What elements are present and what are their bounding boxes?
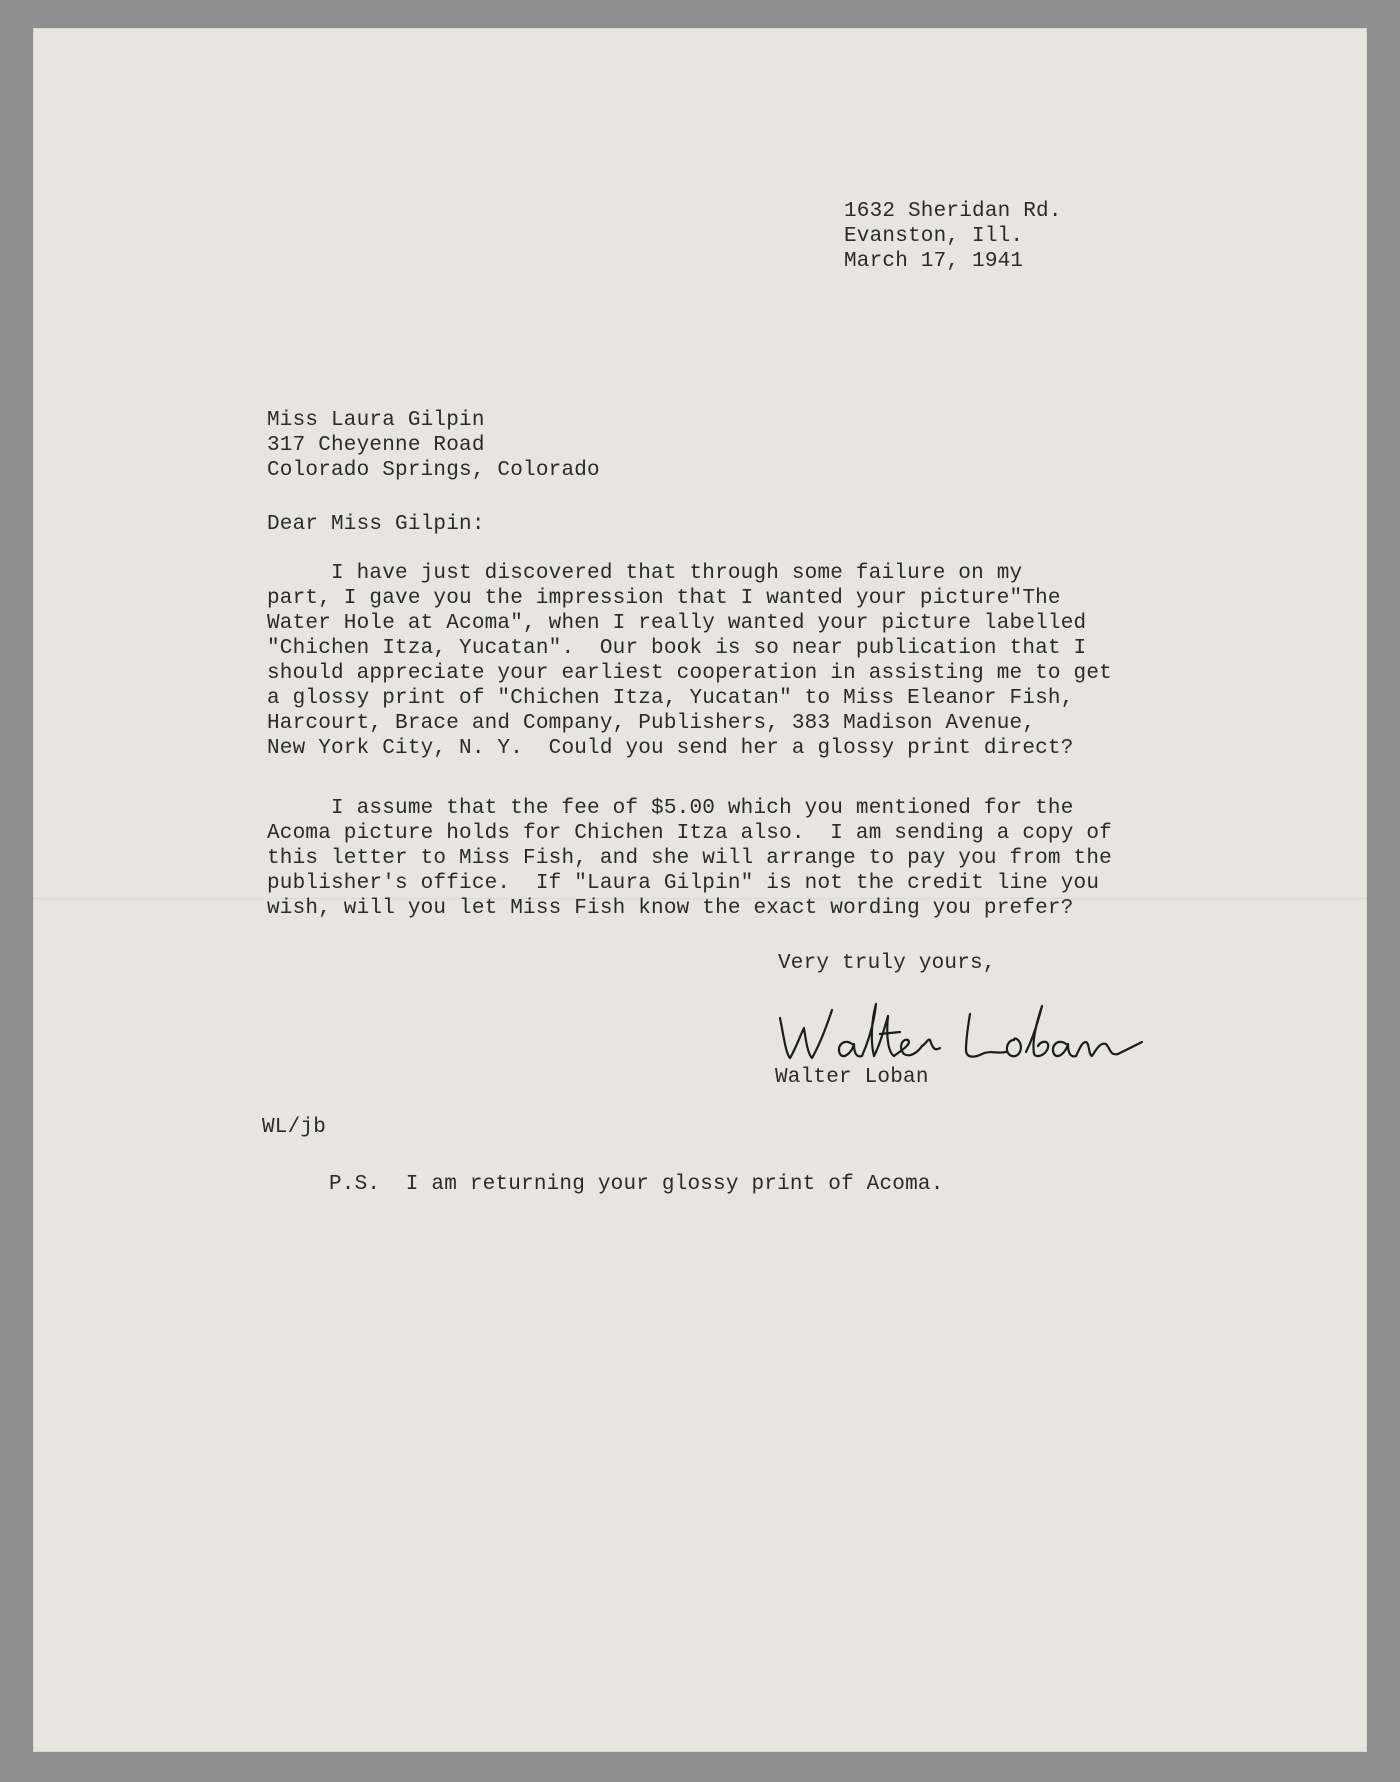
paragraph-line: Water Hole at Acoma", when I really wanted your picture labelled [267, 612, 1087, 635]
salutation: Dear Miss Gilpin: [267, 513, 485, 536]
paragraph-line: New York City, N. Y. Could you send her a glossy print direct? [267, 737, 1074, 760]
paragraph-line: wish, will you let Miss Fish know the exact wording you prefer? [267, 897, 1074, 920]
closing: Very truly yours, [778, 952, 996, 975]
handwritten-signature [770, 988, 1150, 1074]
typed-name: Walter Loban [775, 1066, 929, 1089]
letter-page [33, 28, 1367, 1752]
paragraph-line: publisher's office. If "Laura Gilpin" is not the credit line you [267, 872, 1100, 895]
paragraph-line: Acoma picture holds for Chichen Itza also. I am sending a copy of [267, 822, 1112, 845]
sender-street: 1632 Sheridan Rd. [844, 200, 1062, 223]
letter-date: March 17, 1941 [844, 250, 1024, 273]
recipient-street: 317 Cheyenne Road [267, 434, 485, 457]
postscript: P.S. I am returning your glossy print of Acoma. [329, 1173, 944, 1196]
recipient-name: Miss Laura Gilpin [267, 409, 485, 432]
sender-city: Evanston, Ill. [844, 225, 1024, 248]
paragraph-line: Harcourt, Brace and Company, Publishers, 383 Madison Avenue, [267, 712, 1036, 735]
recipient-city: Colorado Springs, Colorado [267, 459, 600, 482]
paragraph-line: a glossy print of "Chichen Itza, Yucatan" to Miss Eleanor Fish, [267, 687, 1074, 710]
paragraph-line: should appreciate your earliest cooperation in assisting me to get [267, 662, 1112, 685]
paragraph-line: I assume that the fee of $5.00 which you mentioned for the [267, 797, 1074, 820]
paragraph-line: this letter to Miss Fish, and she will arrange to pay you from the [267, 847, 1112, 870]
paragraph-line: "Chichen Itza, Yucatan". Our book is so near publication that I [267, 637, 1087, 660]
paragraph-line: part, I gave you the impression that I wanted your picture"The [267, 587, 1061, 610]
reference-initials: WL/jb [262, 1116, 327, 1139]
paragraph-line: I have just discovered that through some failure on my [267, 562, 1023, 585]
